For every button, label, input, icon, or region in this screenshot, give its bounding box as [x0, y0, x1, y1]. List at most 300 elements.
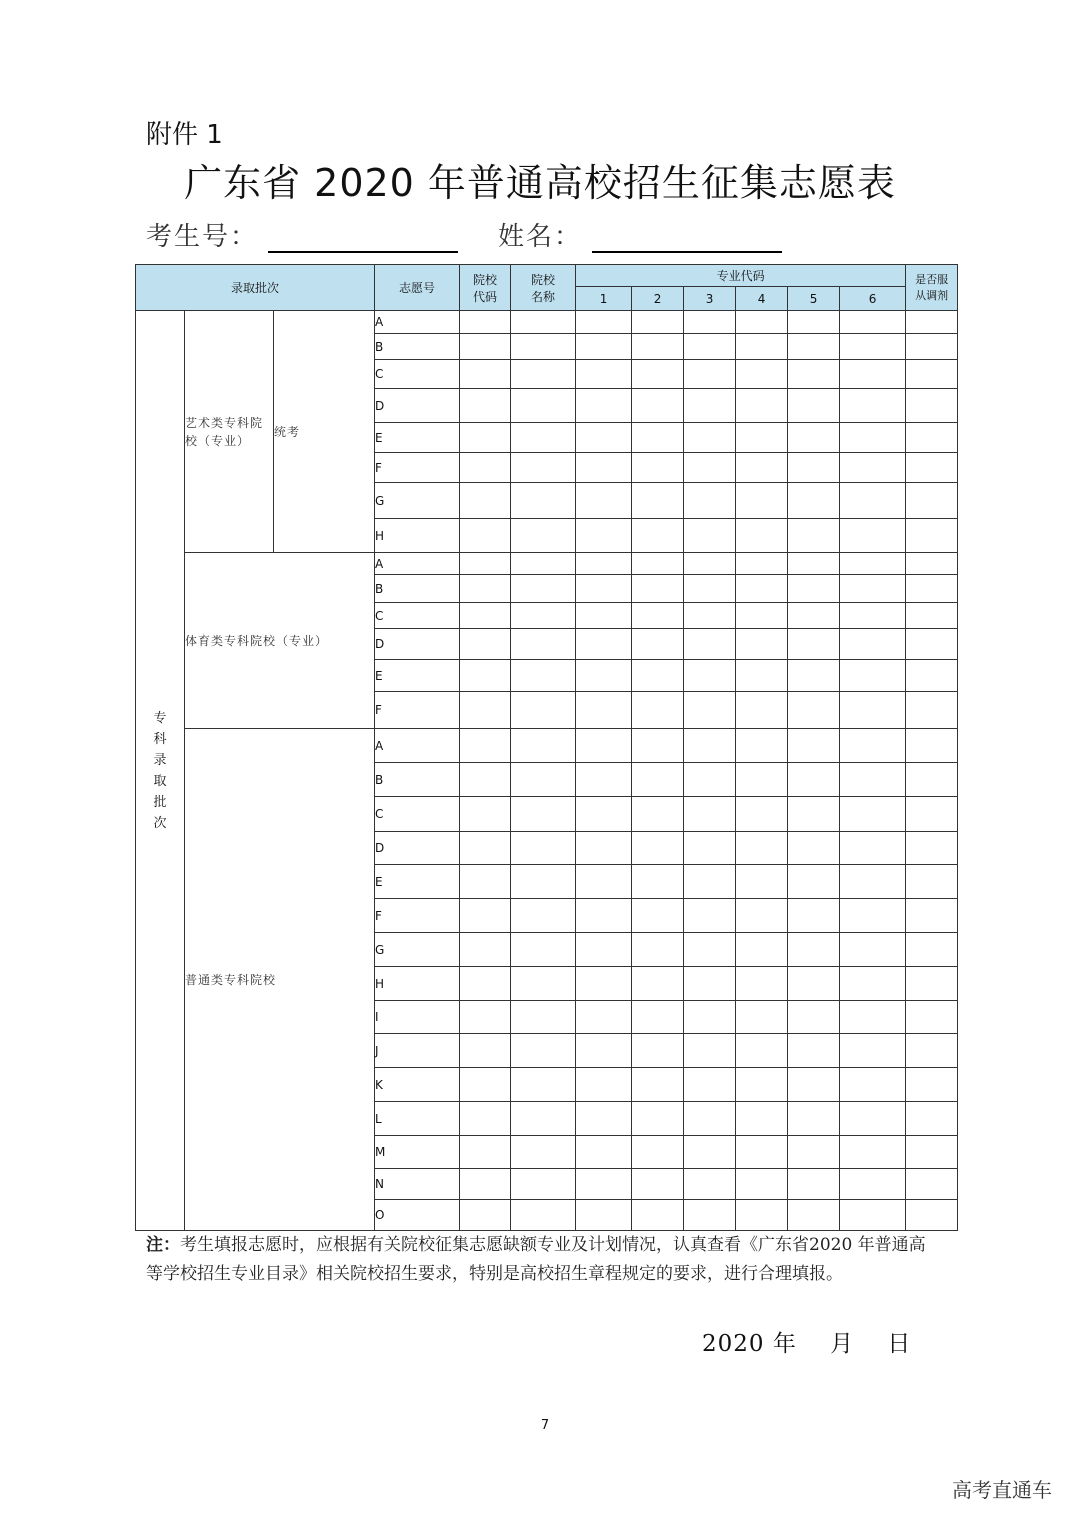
- choice-letter: C: [375, 360, 460, 389]
- input-cell[interactable]: [736, 603, 788, 629]
- input-cell[interactable]: [788, 763, 840, 797]
- input-cell[interactable]: [511, 729, 576, 763]
- input-cell[interactable]: [906, 692, 958, 729]
- choice-letter: K: [375, 1068, 460, 1102]
- batch-vertical-label: 专 科 录 取 批 次: [136, 311, 185, 1231]
- input-cell[interactable]: [788, 1102, 840, 1136]
- input-cell[interactable]: [576, 692, 632, 729]
- input-cell[interactable]: [460, 967, 511, 1001]
- input-cell[interactable]: [736, 334, 788, 360]
- input-cell[interactable]: [788, 832, 840, 865]
- input-cell[interactable]: [511, 933, 576, 967]
- input-cell[interactable]: [632, 1102, 684, 1136]
- input-cell[interactable]: [840, 360, 906, 389]
- input-cell[interactable]: [788, 1034, 840, 1068]
- input-cell[interactable]: [511, 832, 576, 865]
- input-cell[interactable]: [576, 967, 632, 1001]
- input-cell[interactable]: [511, 629, 576, 660]
- input-cell[interactable]: [511, 334, 576, 360]
- input-cell[interactable]: [460, 692, 511, 729]
- input-cell[interactable]: [632, 603, 684, 629]
- input-cell[interactable]: [576, 553, 632, 575]
- input-cell[interactable]: [736, 519, 788, 553]
- input-cell[interactable]: [840, 553, 906, 575]
- input-cell[interactable]: [632, 423, 684, 453]
- input-cell[interactable]: [788, 729, 840, 763]
- input-cell[interactable]: [511, 1034, 576, 1068]
- input-cell[interactable]: [684, 603, 736, 629]
- input-cell[interactable]: [906, 899, 958, 933]
- footnote: [146, 1231, 936, 1289]
- input-cell[interactable]: [906, 763, 958, 797]
- input-cell[interactable]: [684, 334, 736, 360]
- input-cell[interactable]: [840, 483, 906, 519]
- input-cell[interactable]: [511, 483, 576, 519]
- input-cell[interactable]: [906, 423, 958, 453]
- input-cell[interactable]: [632, 899, 684, 933]
- input-cell[interactable]: [576, 1068, 632, 1102]
- input-cell[interactable]: [511, 660, 576, 692]
- input-cell[interactable]: [906, 389, 958, 423]
- choice-letter: F: [375, 692, 460, 729]
- input-cell[interactable]: [460, 519, 511, 553]
- input-cell[interactable]: [684, 763, 736, 797]
- choice-letter: E: [375, 865, 460, 899]
- input-cell[interactable]: [576, 729, 632, 763]
- choice-letter: M: [375, 1136, 460, 1169]
- input-cell[interactable]: [684, 660, 736, 692]
- form-title: 广东省 2020 年普通高校招生征集志愿表: [184, 161, 896, 205]
- input-cell[interactable]: [511, 575, 576, 603]
- input-cell[interactable]: [684, 832, 736, 865]
- input-cell[interactable]: [460, 797, 511, 832]
- exam-number-field[interactable]: [268, 223, 458, 253]
- input-cell[interactable]: [460, 1136, 511, 1169]
- input-cell[interactable]: [684, 1068, 736, 1102]
- input-cell[interactable]: [788, 865, 840, 899]
- input-cell[interactable]: [460, 1169, 511, 1200]
- page-number: 7: [540, 1418, 550, 1433]
- input-cell[interactable]: [632, 660, 684, 692]
- input-cell[interactable]: [736, 933, 788, 967]
- input-cell[interactable]: [632, 1200, 684, 1231]
- input-cell[interactable]: [736, 453, 788, 483]
- input-cell[interactable]: [576, 899, 632, 933]
- input-cell[interactable]: [511, 1136, 576, 1169]
- input-cell[interactable]: [684, 1200, 736, 1231]
- input-cell[interactable]: [788, 453, 840, 483]
- input-cell[interactable]: [840, 575, 906, 603]
- input-cell[interactable]: [460, 933, 511, 967]
- input-cell[interactable]: [684, 865, 736, 899]
- input-cell[interactable]: [788, 423, 840, 453]
- input-cell[interactable]: [684, 1102, 736, 1136]
- input-cell[interactable]: [906, 1102, 958, 1136]
- input-cell[interactable]: [460, 483, 511, 519]
- input-cell[interactable]: [684, 423, 736, 453]
- input-cell[interactable]: [576, 334, 632, 360]
- input-cell[interactable]: [460, 1001, 511, 1034]
- input-cell[interactable]: [511, 519, 576, 553]
- input-cell[interactable]: [632, 389, 684, 423]
- input-cell[interactable]: [840, 629, 906, 660]
- major-code-header: 专业代码: [576, 265, 906, 287]
- input-cell[interactable]: [788, 933, 840, 967]
- input-cell[interactable]: [511, 453, 576, 483]
- choice-letter: D: [375, 832, 460, 865]
- input-cell[interactable]: [736, 729, 788, 763]
- input-cell[interactable]: [511, 865, 576, 899]
- choice-letter: I: [375, 1001, 460, 1034]
- input-cell[interactable]: [632, 519, 684, 553]
- input-cell[interactable]: [736, 1034, 788, 1068]
- input-cell[interactable]: [632, 832, 684, 865]
- input-cell[interactable]: [736, 1102, 788, 1136]
- input-cell[interactable]: [632, 763, 684, 797]
- input-cell[interactable]: [840, 967, 906, 1001]
- input-cell[interactable]: [576, 629, 632, 660]
- group-label: 艺术类专科院校（专业）: [185, 311, 274, 553]
- adjust-header: 是否服 从调剂: [906, 265, 958, 311]
- input-cell[interactable]: [576, 763, 632, 797]
- input-cell[interactable]: [906, 729, 958, 763]
- input-cell[interactable]: [684, 797, 736, 832]
- input-cell[interactable]: [840, 1034, 906, 1068]
- input-cell[interactable]: [840, 519, 906, 553]
- input-cell[interactable]: [906, 360, 958, 389]
- input-cell[interactable]: [906, 553, 958, 575]
- input-cell[interactable]: [684, 967, 736, 1001]
- input-cell[interactable]: [576, 1200, 632, 1231]
- note-text: 考生填报志愿时，应根据有关院校征集志愿缺额专业及计划情况，认真查看《广东省2020 年普通高等学校招生专业目录》相关院校招生要求，特别是高校招生章程规定的要求，进行合理填报。: [146, 1235, 926, 1284]
- input-cell[interactable]: [460, 899, 511, 933]
- input-cell[interactable]: [511, 360, 576, 389]
- input-cell[interactable]: [576, 1001, 632, 1034]
- input-cell[interactable]: [788, 967, 840, 1001]
- input-cell[interactable]: [906, 453, 958, 483]
- input-cell[interactable]: [511, 967, 576, 1001]
- input-cell[interactable]: [788, 519, 840, 553]
- input-cell[interactable]: [840, 832, 906, 865]
- choice-letter: A: [375, 553, 460, 575]
- input-cell[interactable]: [736, 1136, 788, 1169]
- input-cell[interactable]: [906, 967, 958, 1001]
- input-cell[interactable]: [632, 967, 684, 1001]
- input-cell[interactable]: [632, 729, 684, 763]
- input-cell[interactable]: [460, 603, 511, 629]
- input-cell[interactable]: [632, 575, 684, 603]
- input-cell[interactable]: [840, 603, 906, 629]
- input-cell[interactable]: [511, 1068, 576, 1102]
- input-cell[interactable]: [684, 1169, 736, 1200]
- input-cell[interactable]: [576, 1102, 632, 1136]
- input-cell[interactable]: [840, 797, 906, 832]
- input-cell[interactable]: [684, 483, 736, 519]
- input-cell[interactable]: [632, 933, 684, 967]
- input-cell[interactable]: [788, 603, 840, 629]
- input-cell[interactable]: [788, 575, 840, 603]
- input-cell[interactable]: [576, 453, 632, 483]
- input-cell[interactable]: [684, 629, 736, 660]
- group-label: 体育类专科院校（专业）: [185, 553, 375, 729]
- input-cell[interactable]: [906, 603, 958, 629]
- input-cell[interactable]: [460, 1068, 511, 1102]
- input-cell[interactable]: [632, 1068, 684, 1102]
- input-cell[interactable]: [736, 763, 788, 797]
- input-cell[interactable]: [632, 483, 684, 519]
- input-cell[interactable]: [906, 660, 958, 692]
- input-cell[interactable]: [576, 603, 632, 629]
- input-cell[interactable]: [460, 360, 511, 389]
- input-cell[interactable]: [840, 1001, 906, 1034]
- input-cell[interactable]: [840, 660, 906, 692]
- input-cell[interactable]: [788, 692, 840, 729]
- input-cell[interactable]: [576, 483, 632, 519]
- input-cell[interactable]: [684, 519, 736, 553]
- input-cell[interactable]: [576, 1136, 632, 1169]
- input-cell[interactable]: [460, 729, 511, 763]
- input-cell[interactable]: [632, 334, 684, 360]
- input-cell[interactable]: [684, 575, 736, 603]
- input-cell[interactable]: [788, 334, 840, 360]
- input-cell[interactable]: [511, 797, 576, 832]
- input-cell[interactable]: [840, 763, 906, 797]
- input-cell[interactable]: [840, 899, 906, 933]
- input-cell[interactable]: [576, 519, 632, 553]
- input-cell[interactable]: [906, 797, 958, 832]
- input-cell[interactable]: [736, 899, 788, 933]
- input-cell[interactable]: [511, 423, 576, 453]
- input-cell[interactable]: [906, 933, 958, 967]
- input-cell[interactable]: [840, 933, 906, 967]
- input-cell[interactable]: [906, 311, 958, 334]
- input-cell[interactable]: [460, 1034, 511, 1068]
- watermark: 高考直通车: [952, 1478, 1052, 1502]
- input-cell[interactable]: [460, 311, 511, 334]
- input-cell[interactable]: [684, 933, 736, 967]
- choice-letter: A: [375, 729, 460, 763]
- input-cell[interactable]: [736, 423, 788, 453]
- input-cell[interactable]: [840, 1200, 906, 1231]
- input-cell[interactable]: [684, 1001, 736, 1034]
- input-cell[interactable]: [511, 1102, 576, 1136]
- input-cell[interactable]: [788, 1068, 840, 1102]
- input-cell[interactable]: [736, 832, 788, 865]
- input-cell[interactable]: [736, 660, 788, 692]
- input-cell[interactable]: [684, 360, 736, 389]
- input-cell[interactable]: [684, 453, 736, 483]
- input-cell[interactable]: [460, 763, 511, 797]
- input-cell[interactable]: [632, 453, 684, 483]
- input-cell[interactable]: [460, 832, 511, 865]
- input-cell[interactable]: [906, 483, 958, 519]
- application-table: [135, 264, 958, 1231]
- input-cell[interactable]: [511, 1169, 576, 1200]
- input-cell[interactable]: [576, 360, 632, 389]
- input-cell[interactable]: [576, 389, 632, 423]
- input-cell[interactable]: [788, 797, 840, 832]
- input-cell[interactable]: [576, 1034, 632, 1068]
- input-cell[interactable]: [511, 1200, 576, 1231]
- choice-letter: C: [375, 797, 460, 832]
- input-cell[interactable]: [632, 1001, 684, 1034]
- choice-letter: B: [375, 575, 460, 603]
- input-cell[interactable]: [736, 797, 788, 832]
- input-cell[interactable]: [736, 1001, 788, 1034]
- input-cell[interactable]: [788, 1001, 840, 1034]
- input-cell[interactable]: [632, 360, 684, 389]
- input-cell[interactable]: [788, 899, 840, 933]
- input-cell[interactable]: [632, 1169, 684, 1200]
- input-cell[interactable]: [632, 1034, 684, 1068]
- input-cell[interactable]: [840, 865, 906, 899]
- input-cell[interactable]: [788, 389, 840, 423]
- input-cell[interactable]: [511, 1001, 576, 1034]
- input-cell[interactable]: [736, 1169, 788, 1200]
- input-cell[interactable]: [906, 1034, 958, 1068]
- input-cell[interactable]: [576, 1169, 632, 1200]
- input-cell[interactable]: [576, 311, 632, 334]
- input-cell[interactable]: [840, 729, 906, 763]
- input-cell[interactable]: [511, 389, 576, 423]
- input-cell[interactable]: [576, 660, 632, 692]
- name-label: 姓名：: [498, 222, 583, 252]
- choice-header: 志愿号: [375, 265, 460, 311]
- input-cell[interactable]: [684, 311, 736, 334]
- input-cell[interactable]: [788, 553, 840, 575]
- group-sublabel: 统考: [274, 311, 375, 553]
- input-cell[interactable]: [906, 865, 958, 899]
- input-cell[interactable]: [840, 1068, 906, 1102]
- input-cell[interactable]: [906, 832, 958, 865]
- input-cell[interactable]: [736, 865, 788, 899]
- input-cell[interactable]: [788, 629, 840, 660]
- input-cell[interactable]: [840, 311, 906, 334]
- input-cell[interactable]: [684, 1034, 736, 1068]
- input-cell[interactable]: [460, 553, 511, 575]
- signature-date: 2020 年 月 日: [702, 1331, 912, 1357]
- input-cell[interactable]: [460, 660, 511, 692]
- major-number: 2: [632, 287, 684, 311]
- input-cell[interactable]: [788, 1169, 840, 1200]
- input-cell[interactable]: [684, 692, 736, 729]
- input-cell[interactable]: [906, 575, 958, 603]
- input-cell[interactable]: [906, 1200, 958, 1231]
- input-cell[interactable]: [906, 629, 958, 660]
- choice-letter: G: [375, 483, 460, 519]
- input-cell[interactable]: [460, 1200, 511, 1231]
- input-cell[interactable]: [576, 423, 632, 453]
- input-cell[interactable]: [460, 1102, 511, 1136]
- input-cell[interactable]: [460, 334, 511, 360]
- input-cell[interactable]: [684, 729, 736, 763]
- input-cell[interactable]: [906, 519, 958, 553]
- input-cell[interactable]: [788, 483, 840, 519]
- input-cell[interactable]: [788, 660, 840, 692]
- input-cell[interactable]: [511, 899, 576, 933]
- input-cell[interactable]: [511, 603, 576, 629]
- input-cell[interactable]: [736, 360, 788, 389]
- input-cell[interactable]: [576, 797, 632, 832]
- input-cell[interactable]: [788, 311, 840, 334]
- input-cell[interactable]: [511, 553, 576, 575]
- major-number: 5: [788, 287, 840, 311]
- input-cell[interactable]: [736, 311, 788, 334]
- input-cell[interactable]: [906, 1001, 958, 1034]
- choice-letter: A: [375, 311, 460, 334]
- input-cell[interactable]: [736, 483, 788, 519]
- input-cell[interactable]: [460, 865, 511, 899]
- choice-letter: H: [375, 519, 460, 553]
- input-cell[interactable]: [840, 334, 906, 360]
- input-cell[interactable]: [684, 389, 736, 423]
- input-cell[interactable]: [632, 797, 684, 832]
- input-cell[interactable]: [788, 1136, 840, 1169]
- input-cell[interactable]: [906, 1136, 958, 1169]
- input-cell[interactable]: [736, 575, 788, 603]
- input-cell[interactable]: [788, 360, 840, 389]
- input-cell[interactable]: [511, 311, 576, 334]
- input-cell[interactable]: [632, 692, 684, 729]
- input-cell[interactable]: [511, 692, 576, 729]
- input-cell[interactable]: [460, 453, 511, 483]
- input-cell[interactable]: [576, 575, 632, 603]
- input-cell[interactable]: [632, 629, 684, 660]
- input-cell[interactable]: [460, 423, 511, 453]
- input-cell[interactable]: [684, 899, 736, 933]
- input-cell[interactable]: [632, 553, 684, 575]
- input-cell[interactable]: [460, 629, 511, 660]
- input-cell[interactable]: [576, 865, 632, 899]
- input-cell[interactable]: [840, 389, 906, 423]
- input-cell[interactable]: [736, 967, 788, 1001]
- major-number: 1: [576, 287, 632, 311]
- input-cell[interactable]: [736, 553, 788, 575]
- batch-header: 录取批次: [136, 265, 375, 311]
- input-cell[interactable]: [906, 1169, 958, 1200]
- input-cell[interactable]: [576, 832, 632, 865]
- choice-letter: D: [375, 389, 460, 423]
- input-cell[interactable]: [632, 865, 684, 899]
- choice-letter: E: [375, 660, 460, 692]
- input-cell[interactable]: [906, 1068, 958, 1102]
- major-number: 4: [736, 287, 788, 311]
- input-cell[interactable]: [736, 1068, 788, 1102]
- input-cell[interactable]: [840, 1169, 906, 1200]
- input-cell[interactable]: [906, 334, 958, 360]
- input-cell[interactable]: [632, 311, 684, 334]
- input-cell[interactable]: [684, 1136, 736, 1169]
- input-cell[interactable]: [460, 389, 511, 423]
- input-cell[interactable]: [840, 423, 906, 453]
- input-cell[interactable]: [736, 629, 788, 660]
- input-cell[interactable]: [460, 575, 511, 603]
- input-cell[interactable]: [632, 1136, 684, 1169]
- school-name-header: 院校 名称: [511, 265, 576, 311]
- input-cell[interactable]: [736, 1200, 788, 1231]
- name-field[interactable]: [592, 223, 782, 253]
- input-cell[interactable]: [511, 763, 576, 797]
- input-cell[interactable]: [736, 389, 788, 423]
- input-cell[interactable]: [840, 1136, 906, 1169]
- input-cell[interactable]: [684, 553, 736, 575]
- input-cell[interactable]: [576, 933, 632, 967]
- input-cell[interactable]: [840, 1102, 906, 1136]
- input-cell[interactable]: [840, 453, 906, 483]
- input-cell[interactable]: [840, 692, 906, 729]
- input-cell[interactable]: [788, 1200, 840, 1231]
- input-cell[interactable]: [736, 692, 788, 729]
